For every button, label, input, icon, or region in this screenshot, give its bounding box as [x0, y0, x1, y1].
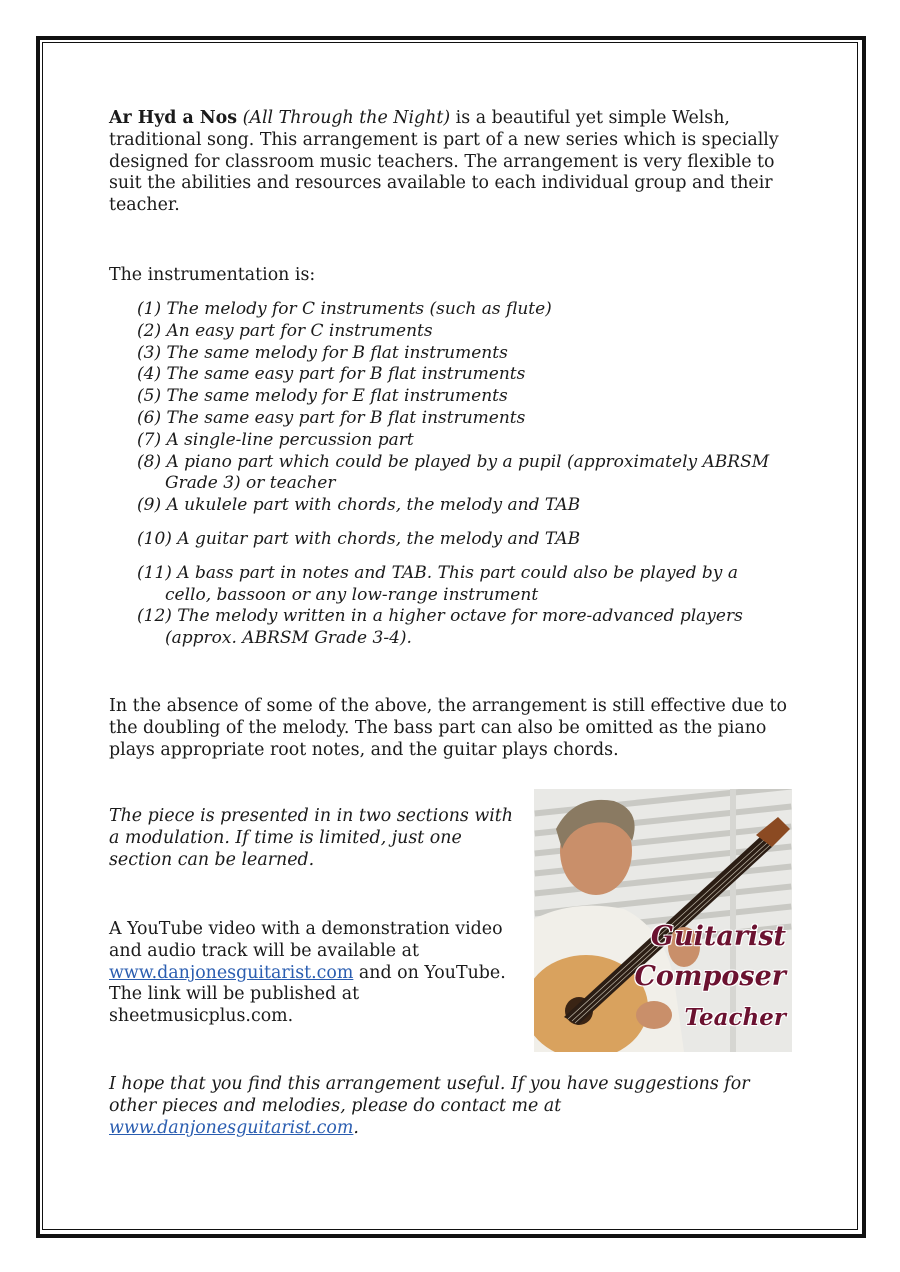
brand-guitarist: Guitarist	[650, 921, 786, 952]
list-item: (3) The same melody for B flat instruments	[137, 342, 508, 363]
brand-composer: Composer	[634, 961, 786, 992]
list-item: (10) A guitar part with chords, the melody and TAB	[137, 528, 581, 549]
instrumentation-heading: The instrumentation is:	[109, 265, 316, 285]
list-item: (11) A bass part in notes and TAB. This part could also be played by a cello, bassoon or any low-range instrument	[137, 562, 738, 605]
list-item: (7) A single-line percussion part	[137, 429, 414, 450]
youtube-paragraph: A YouTube video with a demonstration video and audio track will be available at www.danjonesguitarist.com and on YouTube. The link will be published at sheetmusicplus.com.	[109, 919, 506, 1027]
list-item: (2) An easy part for C instruments	[137, 320, 433, 341]
sections-paragraph: The piece is presented in in two sections with a modulation. If time is limited, just one section can be learned.	[109, 806, 513, 870]
absence-paragraph: In the absence of some of the above, the arrangement is still effective due to the doubling of the melody. The bass part can also be omitted as the piano plays appropriate root notes, and the guitar plays chords.	[109, 696, 787, 760]
list-item: (4) The same easy part for B flat instruments	[137, 364, 526, 385]
list-item: (5) The same melody for E flat instruments	[137, 386, 508, 407]
song-title: Ar Hyd a Nos	[109, 108, 238, 128]
song-subtitle: (All Through the Night)	[242, 108, 451, 128]
intro-text: is a beautiful yet simple Welsh, traditional song. This arrangement is part of a new series which is specially designed for classroom music teachers. The arrangement is very flexible to suit the abilities and resources available to each individual group and their teacher.	[109, 108, 779, 216]
list-item: (6) The same easy part for B flat instruments	[137, 407, 526, 428]
list-item: (1) The melody for C instruments (such as flute)	[137, 299, 552, 319]
author-photo	[534, 789, 792, 1052]
list-item: (8) A piano part which could be played by a pupil (approximately ABRSM Grade 3) or teacher	[137, 451, 770, 494]
website-link[interactable]: www.danjonesguitarist.com	[109, 962, 354, 983]
instrumentation-list	[137, 299, 797, 650]
intro-paragraph	[109, 108, 793, 217]
list-item: (9) A ukulele part with chords, the melody and TAB	[137, 495, 581, 516]
contact-link[interactable]: www.danjonesguitarist.com	[109, 1117, 354, 1138]
list-item: (12) The melody written in a higher octave for more-advanced players (approx. ABRSM Grade 3-4).	[137, 606, 743, 649]
brand-teacher: Teacher	[684, 1004, 786, 1031]
closing-paragraph: I hope that you find this arrangement useful. If you have suggestions for other pieces and melodies, please do contact me at www.danjonesguitarist.com.	[109, 1074, 750, 1138]
